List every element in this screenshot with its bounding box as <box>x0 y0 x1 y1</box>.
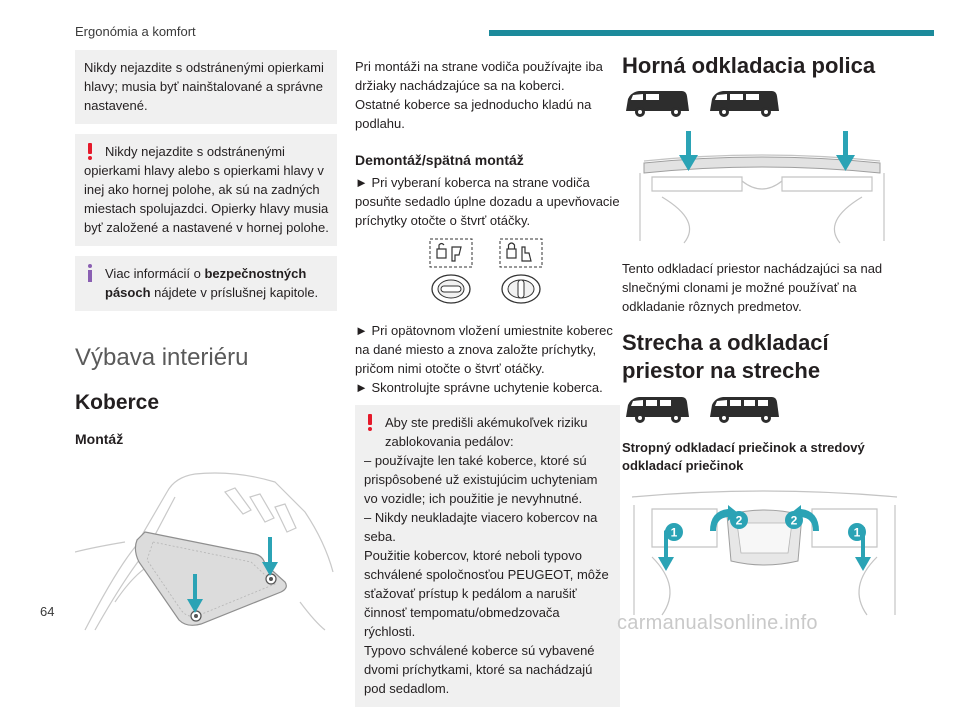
vehicle-variant-icons <box>624 87 784 121</box>
van-icon <box>626 91 689 117</box>
info-text: Viac informácií o bezpečnostných pásoch nájdete v príslušnej kapitole. <box>105 266 319 300</box>
callout-2-left-label: 2 <box>735 513 743 528</box>
callout-2-right-label: 2 <box>790 513 798 528</box>
warning-box-pedals <box>355 405 620 707</box>
minibus-icon <box>626 397 689 423</box>
mats-intro-1: Pri montáži na strane vodiča používajte iba držiaky nachádzajúce sa na koberci. <box>355 59 603 93</box>
heading-roof-storage: Strecha a odkladací priestor na streche <box>622 330 829 383</box>
clip-illustration <box>355 237 620 309</box>
warning-text: Nikdy nejazdite s odstránenými opierkami hlavy alebo s opierkami hlavy v inej ako hornej polohe, ak sú na zadných miestach spolujazdci. Opierky hlavy musia byť založené a nastavené v hornej polohe. <box>84 144 329 235</box>
section-heading-interior: Výbava interiéru <box>75 344 249 371</box>
info-link-seatbelts: bezpečnostných pásoch <box>105 266 307 300</box>
column-left <box>75 50 337 632</box>
warning-item-4: Typovo schválené koberce sú vybavené dvomi príchytkami, ktoré sa nachádzajú pod sedadlom. <box>364 643 595 696</box>
column-right <box>622 52 907 617</box>
floor-mat-illustration <box>75 452 337 632</box>
upper-shelf-illustration <box>622 131 907 246</box>
step-check: ► Skontrolujte správne uchytenie koberca. <box>355 380 603 395</box>
roof-storage-illustration <box>622 487 907 617</box>
clip-unlocked-diagram <box>430 239 472 303</box>
column-middle <box>355 57 620 707</box>
note-box-headrests <box>75 50 337 124</box>
shelf-description: Tento odkladací priestor nachádzajúci sa nad slnečnými clonami je možné používať na odkladanie rôznych predmetov. <box>622 261 883 314</box>
header-accent-bar <box>489 30 934 36</box>
watermark: carmanualsonline.info <box>617 612 818 634</box>
heading-removal: Demontáž/spätná montáž <box>355 152 524 168</box>
subheading-roof-compartments: Stropný odkladací priečinok a stredový odkladací priečinok <box>622 440 865 473</box>
callout-1-left-label: 1 <box>670 525 678 540</box>
warning-item-1: – používajte len také koberce, ktoré sú prispôsobené už existujúcim uchyteniam vo vozidle; ich použitie je nevyhnutné. <box>364 453 598 506</box>
page-number: 64 <box>40 604 55 619</box>
running-header: Ergonómia a komfort <box>75 24 196 39</box>
warning-icon <box>87 143 93 160</box>
heading-mats: Koberce <box>75 391 160 414</box>
vehicle-variant-icons-roof <box>624 393 784 427</box>
heading-fitting: Montáž <box>75 431 124 447</box>
warning-item-3: Použitie kobercov, ktoré neboli typovo schválené spoločnosťou PEUGEOT, môže sťažovať prístup k pedálom a narušiť činnosť tempomatu/obmedzovača rýchlosti. <box>364 548 609 639</box>
minibus-long-icon <box>710 397 779 423</box>
van-long-icon <box>710 91 779 117</box>
clip-locked-diagram <box>500 239 542 303</box>
step-remove: ► Pri vyberaní koberca na strane vodiča posuňte sedadlo úplne dozadu a upevňovacie príchytky otočte o štvrť otáčky. <box>355 175 620 228</box>
note-text: Nikdy nejazdite s odstránenými opierkami hlavy; musia byť nainštalované a správne nastavené. <box>84 60 324 113</box>
callout-1-right-label: 1 <box>853 525 861 540</box>
warning-icon <box>367 414 373 431</box>
mats-intro-2: Ostatné koberce sa jednoducho kladú na podlahu. <box>355 97 592 131</box>
warning-lead: Aby ste predišli akémukoľvek riziku zablokovania pedálov: <box>385 415 588 449</box>
info-icon <box>87 264 93 282</box>
info-box-seatbelts <box>75 256 337 311</box>
warning-box-headrests <box>75 134 337 246</box>
heading-upper-shelf: Horná odkladacia polica <box>622 53 876 78</box>
warning-item-2: – Nikdy neukladajte viacero kobercov na seba. <box>364 510 598 544</box>
step-reinsert: ► Pri opätovnom vložení umiestnite koberec na dané miesto a znova založte príchytky, pričom nimi otočte o štvrť otáčky. <box>355 323 613 376</box>
